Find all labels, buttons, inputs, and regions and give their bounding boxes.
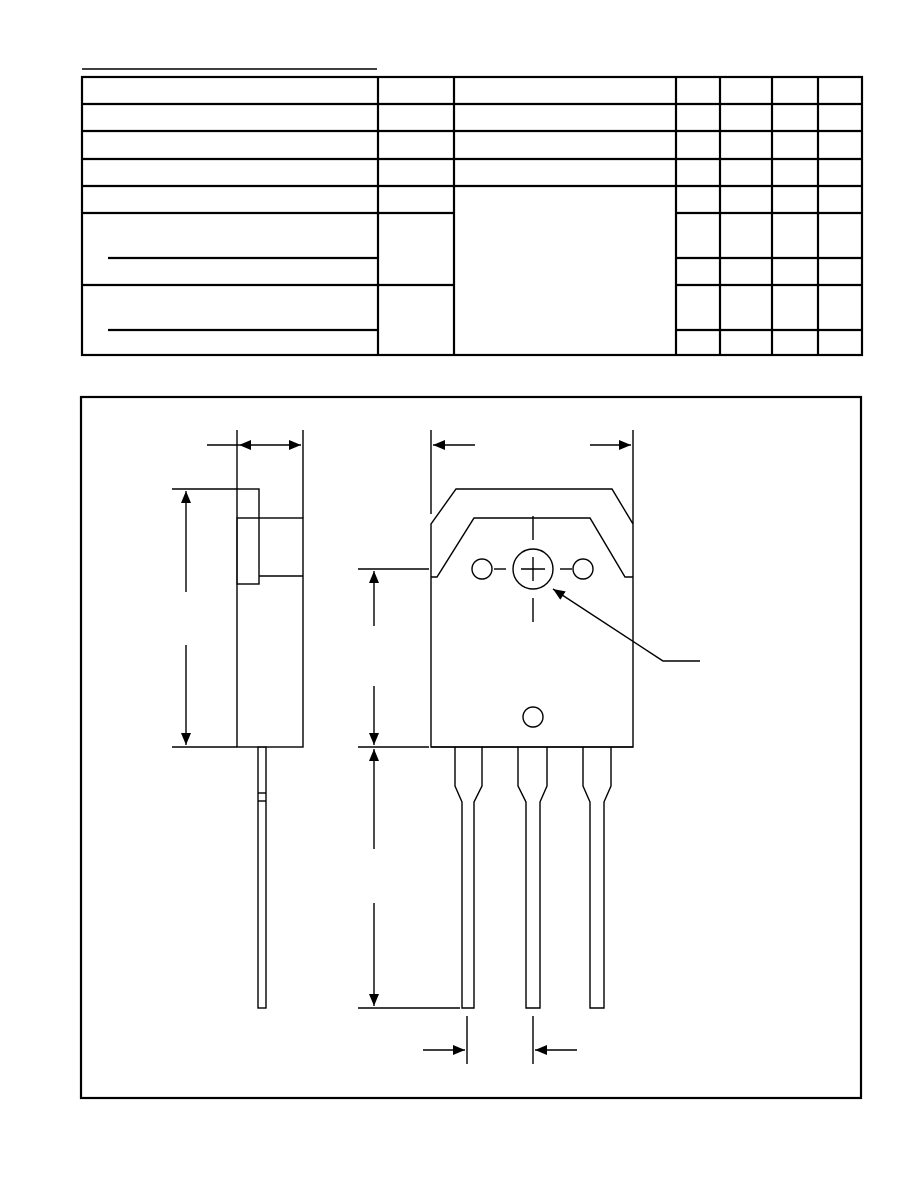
ejector-pin-mark-right — [573, 559, 593, 579]
side-view-body — [237, 518, 303, 747]
front-view — [358, 430, 700, 1064]
side-view — [172, 430, 303, 1008]
ejector-pin-mark-bottom — [523, 707, 543, 727]
leader-line-mounting-hole — [553, 589, 700, 661]
heatsink-tab-outline — [431, 518, 633, 577]
side-view-lead — [258, 747, 266, 1008]
lead-2 — [518, 747, 547, 1008]
package-body-outline — [431, 489, 633, 747]
package-drawing — [81, 397, 861, 1098]
side-view-tab — [237, 489, 259, 584]
ejector-pin-mark-left — [472, 559, 492, 579]
lead-3 — [583, 747, 611, 1008]
table-outer-border — [82, 77, 862, 355]
spec-table — [82, 69, 862, 355]
lead-1 — [455, 747, 482, 1008]
